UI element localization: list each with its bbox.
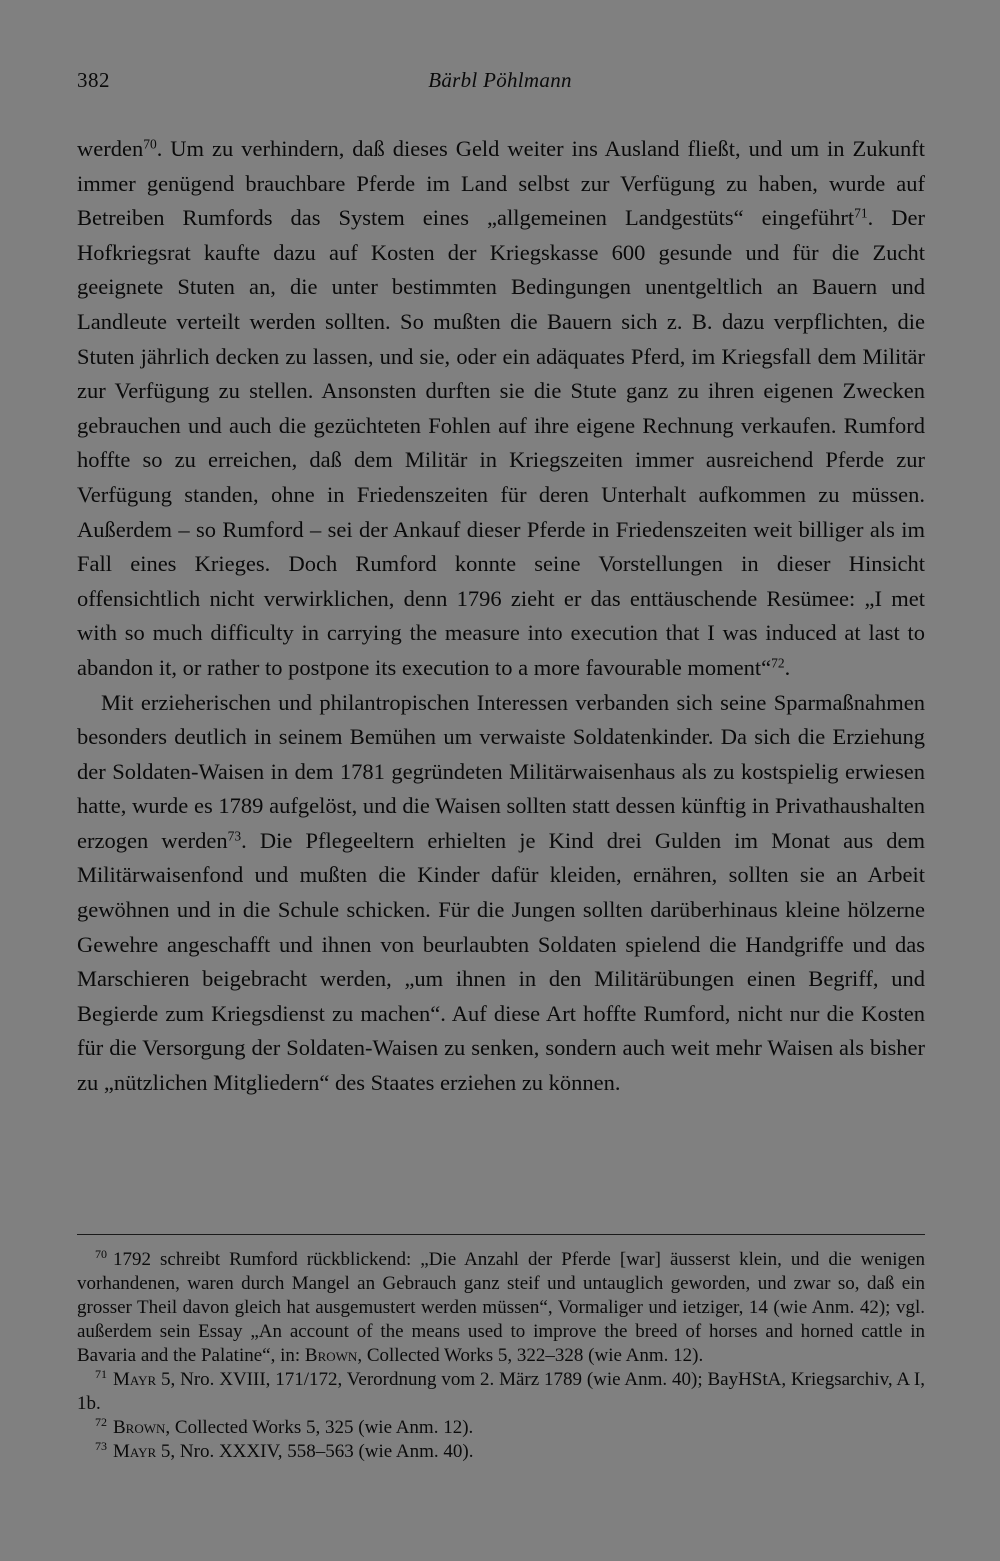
paragraph-text: werden$^{70}$. Um zu verhindern, daß dieses Geld weiter ins Ausland fließt, und um in Zukunft immer genügend brauchbare Pferde im Land selbst zur Verfügung zu haben, wurde auf Betreiben Rumfords das System eines „allgemeinen Landgestüts“ eingeführt$^{71}$. Der Hofkriegsrat kaufte dazu auf Kosten der Kriegskasse 600 gesunde und für die Zucht geeignete Stuten an, die unter bestimmten Bedingungen unentgeltlich an Bauern und Landleute verteilt werden sollten. So mußten die Bauern sich z. B. dazu verpflichten, die Stuten jährlich decken zu lassen, und sie, oder ein adäquates Pferd, im Kriegsfall dem Militär zur Verfügung zu stellen. Ansonsten durften sie die Stute ganz zu ihren eigenen Zwecken gebrauchen und auch die gezüchteten Fohlen auf ihre eigene Rechnung verkaufen. Rumford hoffte so zu erreichen, daß dem Militär in Kriegszeiten immer ausreichend Pferde zur Verfügung standen, ohne in Friedenszeiten für deren Unterhalt aufkommen zu müssen. Außerdem – so Rumford – sei der Ankauf dieser Pferde in Friedenszeiten weit billiger als im Fall eines Krieges. Doch Rumford konnte seine Vorstellungen in dieser Hinsicht offensichtlich nicht verwirklichen, denn 1796 zieht er das enttäuschende Resümee: „I met with so much difficulty in carrying the measure into execution that I was induced at last to abandon it, or rather to postpone its execution to a more favourable moment“$^{72}$. xyxy=(77,136,926,680)
footnote-number: 71 xyxy=(95,1366,107,1381)
footnote xyxy=(77,1440,925,1464)
footnote-number: 73 xyxy=(95,1438,107,1453)
footnote-reference: 72 xyxy=(771,655,785,671)
footnote-reference: 73 xyxy=(227,828,242,844)
footnote-number: 70 xyxy=(95,1246,107,1261)
author-name: Mayr xyxy=(113,1441,157,1462)
footnote-text: Mayr 5, Nro. XXXIV, 558–563 (wie Anm. 40). xyxy=(113,1441,474,1462)
footnote-number: 72 xyxy=(95,1414,107,1429)
paragraph xyxy=(77,132,925,686)
footnotes xyxy=(77,1248,925,1464)
footnote xyxy=(77,1248,925,1368)
footnote xyxy=(77,1368,925,1416)
footnote-text: Brown, Collected Works 5, 325 (wie Anm. 12). xyxy=(113,1417,474,1438)
page-number: 382 xyxy=(77,68,110,92)
running-head: Bärbl Pöhlmann xyxy=(428,68,572,92)
paragraph xyxy=(77,686,925,1101)
author-name: Mayr xyxy=(113,1369,157,1390)
body-text xyxy=(77,132,925,1101)
author-name: Brown xyxy=(304,1345,358,1366)
paragraph-text: Mit erzieherischen und philantropischen Interessen verbanden sich seine Sparmaßnahmen besonders deutlich in seinem Bemühen um verwaiste Soldatenkinder. Da sich die Erziehung der Soldaten-Waisen in dem 1781 gegründeten Militärwaisenhaus als zu kostspielig erwiesen hatte, wurde es 1789 aufgelöst, und die Waisen sollten statt dessen künftig in Privathaushalten erzogen werden$^{73}$. Die Pflegeeltern erhielten je Kind drei Gulden im Monat aus dem Militärwaisenfond und mußten die Kinder dafür kleiden, ernähren, sollten sie an Arbeit gewöhnen und in die Schule schicken. Für die Jungen sollten darüberhinaus kleine hölzerne Gewehre angeschafft und ihnen von beurlaubten Soldaten spielend die Handgriffe und das Marschieren beigebracht werden, „um ihnen in den Militärübungen einen Begriff, und Begierde zum Kriegsdienst zu machen“. Auf diese Art hoffte Rumford, nicht nur die Kosten für die Versorgung der Soldaten-Waisen zu senken, sondern auch weit mehr Waisen als bisher zu „nützlichen Mitgliedern“ des Staates erziehen zu können. xyxy=(77,689,925,1096)
author-name: Brown xyxy=(113,1417,166,1438)
footnote-reference: 70 xyxy=(143,136,157,152)
footnote-reference: 71 xyxy=(854,205,868,221)
footnote-text: Mayr 5, Nro. XVIII, 171/172, Verordnung vom 2. März 1789 (wie Anm. 40); BayHStA, Kriegsarchiv, A I, 1b. xyxy=(77,1369,925,1414)
footnote-text: 1792 schreibt Rumford rückblickend: „Die Anzahl der Pferde [war] äusserst klein, und die wenigen vorhandenen, waren durch Mangel an Gebrauch ganz steif und untauglich geworden, und zwar so, daß ein grosser Theil davon gleich hat ausgemustert werden müssen“, Vormaliger und ietziger, 14 (wie Anm. 42); vgl. außerdem sein Essay „An account of the means used to improve the breed of horses and horned cattle in Bavaria and the Palatine“, in: Brown, Collected Works 5, 322–328 (wie Anm. 12). xyxy=(77,1249,925,1366)
footnote-rule xyxy=(77,1234,925,1235)
footnote xyxy=(77,1416,925,1440)
